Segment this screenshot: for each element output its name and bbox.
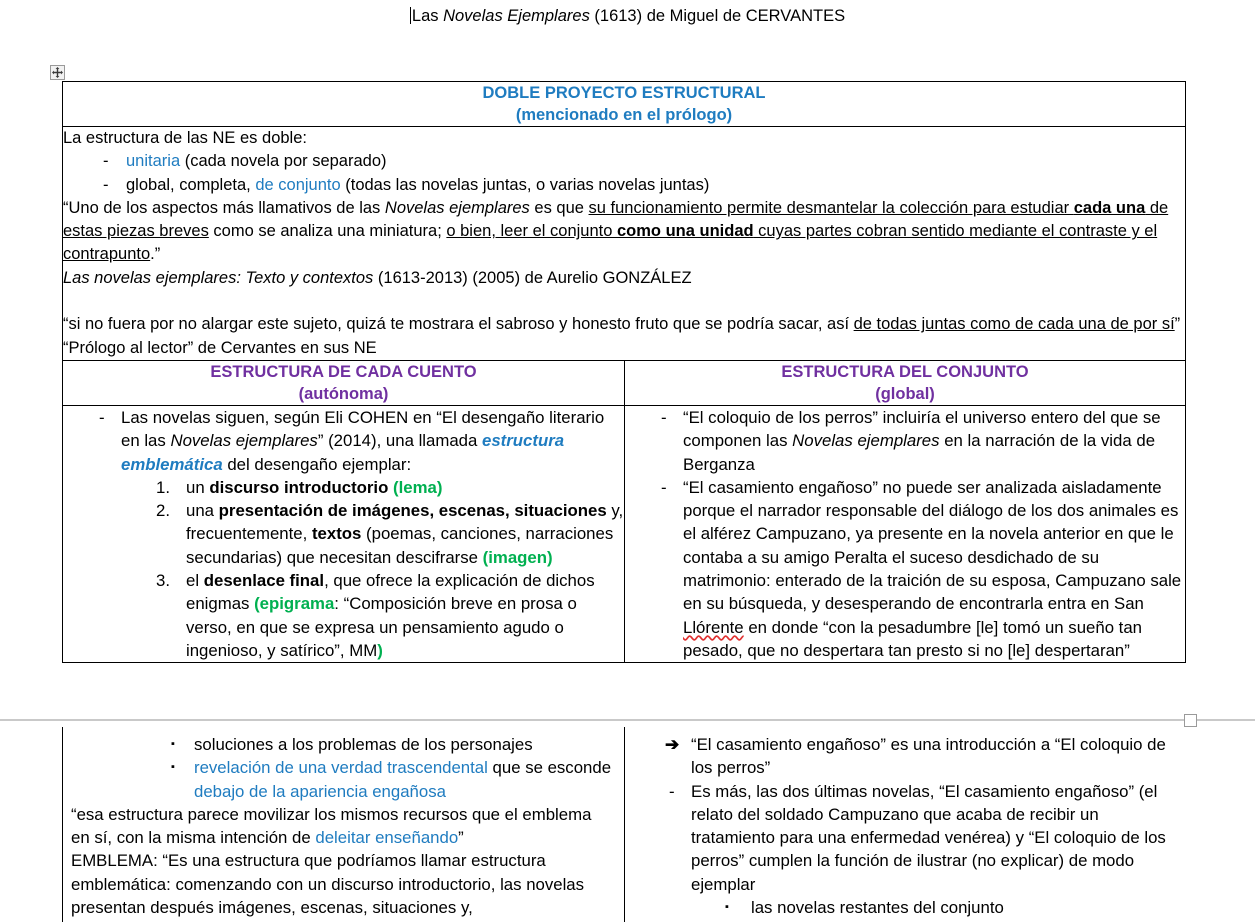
right-column-title: ESTRUCTURA DEL CONJUNTO xyxy=(781,362,1029,381)
right-column-continued-cell xyxy=(625,727,1186,922)
doble-proyecto-header-cell xyxy=(63,82,1186,127)
square-bullet-icon: ▪ xyxy=(725,901,729,914)
cr-dash-text: Es más, las dos últimas novelas, “El casamiento engañoso” (el relato del soldado Campuzano que acaba de recibir un tratamiento para una enfermedad venérea) y “El coloquio de los perros” cumplen la función de ilustrar (no explicar) de modo ejemplar xyxy=(691,781,1166,894)
r1-p1: “El casamiento engañoso” no puede ser analizada aisladamente porque el narrador responsable del diálogo de los dos animales es el alférez Campuzano, ya presente en la novela anterior en que le contaba a su amigo Peralta el suceso desdichado de su matrimonio: enterado de la traición de su esposa, Campuzano sale en su búsqueda, y desesperando de encontrarla entra en San xyxy=(683,477,1182,614)
intro-bullet-list xyxy=(63,150,1185,197)
cl1-colored1: revelación de una verdad trascendental xyxy=(194,758,488,778)
intro-lead: La estructura de las NE es doble: xyxy=(63,129,307,147)
n2-green2: ) xyxy=(377,640,383,660)
table-row xyxy=(63,405,1186,662)
table-resize-handle-icon[interactable] xyxy=(1184,714,1197,727)
list-item xyxy=(71,733,614,756)
n2-p2: , que ofrece la explicación de dichos enigmas xyxy=(186,571,595,614)
square-bullet-icon: ▪ xyxy=(171,738,175,750)
table-row xyxy=(63,82,1186,127)
n2-green1: (epigrama xyxy=(254,594,335,614)
n0-green1: (lema) xyxy=(393,477,443,497)
list-item xyxy=(63,476,624,499)
n1-bold2: textos xyxy=(311,524,362,544)
esa-estructura-quote xyxy=(71,803,614,850)
bullet-0-colored: unitaria xyxy=(126,152,181,171)
dash-bullet-icon: - xyxy=(661,407,667,427)
page-title-tail: (1613) de Miguel de CERVANTES xyxy=(589,7,846,25)
list-item xyxy=(625,476,1185,662)
q1-u1: su funcionamiento permite desmantelar la colección para estudiar xyxy=(588,198,1074,217)
dash-bullet-icon: - xyxy=(661,477,667,497)
right-dash-list xyxy=(625,406,1185,662)
cq-p1: “esa estructura parece movilizar los mismos recursos que el emblema en sí, con la misma intención de xyxy=(71,804,592,848)
bullet-1-colored: de conjunto xyxy=(255,175,341,194)
cl1-colored2: debajo de la apariencia engañosa xyxy=(194,781,446,801)
left-column-continued-cell xyxy=(63,727,625,922)
list-item xyxy=(633,733,1175,780)
n0-bold1: discurso introductorio xyxy=(209,477,389,497)
table-row xyxy=(63,727,1186,922)
q2-p1: “si no fuera por no alargar este sujeto, quizá te mostrara el sabroso y honesto fruto que se podría sacar, así xyxy=(63,315,854,334)
r1-p2: en donde “con la pesadumbre [le] tomó un sueño tan pesado, que no despertara tan presto si no [le] despertaran” xyxy=(683,617,1143,660)
list-item xyxy=(63,499,624,569)
intro-cell xyxy=(63,127,1186,361)
right-column-subtitle: (global) xyxy=(875,384,935,403)
page-gap xyxy=(62,722,1185,727)
right-arrow-list xyxy=(633,733,1175,780)
square-bullet-icon: ▪ xyxy=(171,761,175,774)
n2-bold1: desenlace final xyxy=(203,571,325,591)
dash-bullet-icon: - xyxy=(103,175,109,194)
left-column-title: ESTRUCTURA DE CADA CUENTO xyxy=(210,362,477,381)
list-item xyxy=(63,174,1185,197)
q2-p2: ” xyxy=(1174,315,1181,334)
gonzalez-source xyxy=(63,267,1185,290)
q1-p1: “Uno de los aspectos más llamativos de las xyxy=(63,198,385,217)
cl0-text: soluciones a los problemas de los personajes xyxy=(194,735,533,754)
page-title xyxy=(0,4,1255,28)
n1-p1: una xyxy=(186,501,219,521)
prologo-source: “Prólogo al lector” de Cervantes en sus NE xyxy=(63,338,377,357)
page-break-divider xyxy=(0,719,1255,721)
q1-ub1: cada una xyxy=(1073,198,1146,217)
prologo-quote xyxy=(63,313,1185,336)
q1-p2: es que xyxy=(529,198,589,217)
bullet-0-rest: (cada novela por separado) xyxy=(180,152,387,171)
source1-rest: (1613-2013) (2005) de Aurelio GONZÁLEZ xyxy=(373,268,692,287)
left-column-cell xyxy=(63,405,625,662)
left-column-header-cell xyxy=(63,360,625,405)
cq-colored: deleitar enseñando xyxy=(315,828,459,848)
n1-bold1: presentación de imágenes, escenas, situaciones xyxy=(218,501,607,521)
left-item1-p1: Las novelas siguen, según Eli COHEN en “El desengaño literario en las xyxy=(121,407,605,451)
cr-sub0-text: las novelas restantes del conjunto xyxy=(751,898,1004,918)
page-title-lead: Las xyxy=(411,7,444,25)
dash-bullet-icon: - xyxy=(669,781,675,801)
right-column-cell xyxy=(625,405,1186,662)
text-cursor xyxy=(410,7,411,24)
table-row xyxy=(63,360,1186,405)
cq-p2: ” xyxy=(458,828,464,848)
n1-p2: y, frecuentemente, xyxy=(186,501,624,544)
q1-u2: de estas piezas breves xyxy=(63,198,1169,241)
right-dash-list-continued xyxy=(633,780,1175,896)
n0-p1: un xyxy=(186,477,210,497)
page-title-work: Novelas Ejemplares xyxy=(443,7,590,25)
r0-p2: en la narración de la vida de Berganza xyxy=(683,431,1156,474)
cr-arrow-text: “El casamiento engañoso” es una introducción a “El coloquio de los perros” xyxy=(691,735,1166,778)
n2-p1: el xyxy=(186,571,204,591)
q1-p4: .” xyxy=(150,245,161,264)
q1-p3: como se analiza una miniatura; xyxy=(208,222,447,241)
dash-bullet-icon: - xyxy=(103,152,109,171)
list-number: 1. xyxy=(156,477,170,497)
r0-italic: Novelas ejemplares xyxy=(792,431,940,451)
list-item xyxy=(63,406,624,476)
left-dash-list xyxy=(63,406,624,476)
q1-u4: cuyas partes cobran sentido mediante el contraste y el contrapunto xyxy=(63,222,1158,264)
gonzalez-quote xyxy=(63,197,1185,267)
bullet-1-rest: (todas las novelas juntas, o varias novelas juntas) xyxy=(340,175,710,194)
source1-italic: Las novelas ejemplares: Texto y contextos xyxy=(63,268,374,287)
r0-p1: “El coloquio de los perros” incluiría el universo entero del que se componen las xyxy=(683,407,1161,451)
list-number: 3. xyxy=(156,571,170,591)
structure-table xyxy=(62,81,1185,663)
doble-proyecto-subtitle: (mencionado en el prólogo) xyxy=(515,106,733,124)
n1-green1: (imagen) xyxy=(482,547,553,567)
blank-line xyxy=(63,290,1185,313)
list-item xyxy=(63,150,1185,173)
list-number: 2. xyxy=(156,501,170,521)
n2-p3: : “Composición breve en prosa o verso, en que se expresa un pensamiento agudo o ingenioso, y satírico”, MM xyxy=(186,594,577,660)
list-item xyxy=(71,756,614,803)
cl1-p1: que se esconde xyxy=(487,758,612,778)
left-item1-emph: estructura emblemática xyxy=(121,431,565,474)
left-item1-italic: Novelas ejemplares xyxy=(170,431,318,451)
q1-italic: Novelas ejemplares xyxy=(384,198,530,217)
list-item xyxy=(625,406,1185,476)
right-column-header-cell xyxy=(625,360,1186,405)
structure-table-continued xyxy=(62,727,1185,922)
dash-bullet-icon: - xyxy=(99,407,105,427)
table-row xyxy=(63,127,1186,361)
n1-p3: (poemas, canciones, narraciones secundarias) que necesitan descifrarse xyxy=(186,524,614,567)
q1-u3: o bien, leer el conjunto xyxy=(446,222,617,241)
right-square-bullets xyxy=(633,896,1175,919)
list-item xyxy=(633,780,1175,896)
q1-ub2: como una unidad xyxy=(617,222,754,241)
left-column-subtitle: (autónoma) xyxy=(298,384,389,403)
left-numbered-list xyxy=(63,476,624,662)
emblema-definition: EMBLEMA: “Es una estructura que podríamos llamar estructura emblemática: comenzando con un discurso introductorio, las novelas presentan después imágenes, escenas, situaciones y, xyxy=(71,851,585,918)
list-item xyxy=(633,896,1175,919)
arrow-bullet-icon: ➔ xyxy=(665,735,680,754)
r1-spellcheck-word: Llórente xyxy=(683,617,744,637)
list-item xyxy=(63,569,624,662)
left-square-bullets xyxy=(71,733,614,803)
doble-proyecto-title: DOBLE PROYECTO ESTRUCTURAL xyxy=(482,84,766,102)
left-item1-p2: ” (2014), una llamada xyxy=(317,431,483,451)
bullet-1-pre: global, completa, xyxy=(126,175,256,194)
q2-u1: de todas juntas como de cada una de por sí xyxy=(853,315,1175,334)
left-item1-p3: del desengaño ejemplar: xyxy=(222,454,412,474)
table-move-handle-icon[interactable] xyxy=(50,65,65,80)
